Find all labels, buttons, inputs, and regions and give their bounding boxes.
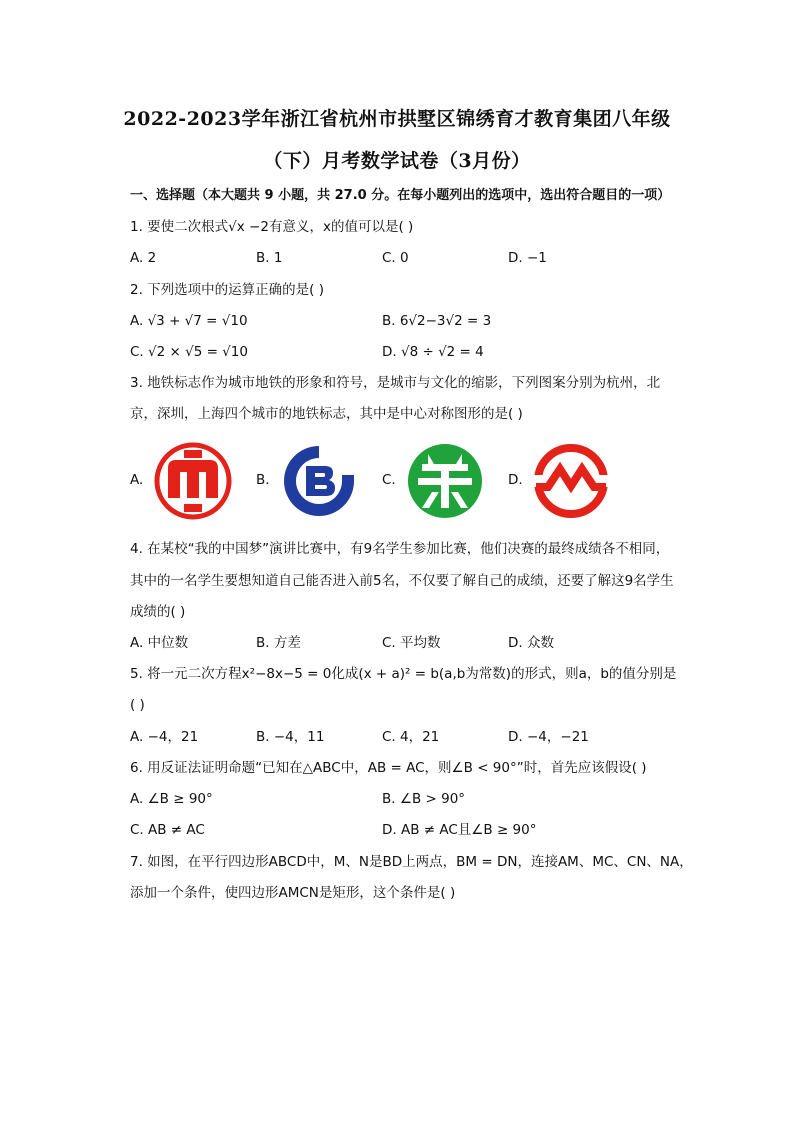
q5-stem-line2: ( ) — [130, 697, 145, 713]
shenzhen-metro-logo — [406, 442, 484, 520]
q4-stem-line3: 成绩的( ) — [130, 604, 186, 620]
q4-stem-line1: 4. 在某校“我的中国梦”演讲比赛中，有9名学生参加比赛，他们决赛的最终成绩各不相同， — [130, 541, 670, 557]
exam-title-line1: 2022-2023学年浙江省杭州市拱墅区锦绣育才教育集团八年级 — [123, 108, 671, 130]
q3-option-a: A. — [130, 472, 144, 488]
exam-title-line2: （下）月考数学试卷（3月份） — [263, 150, 531, 172]
q6-option-d: D. AB ≠ AC且∠B ≥ 90° — [382, 822, 537, 838]
q1-option-b: B. 1 — [256, 250, 283, 266]
beijing-subway-logo — [280, 442, 358, 520]
q3-option-c: C. — [382, 472, 396, 488]
q7-stem-line1: 7. 如图，在平行四边形ABCD中，M、N是BD上两点，BM = DN，连接AM、MC、CN、NA， — [130, 854, 693, 870]
q3-stem-line2: 京，深圳，上海四个城市的地铁标志，其中是中心对称图形的是( ) — [130, 406, 523, 422]
q5-option-c: C. 4，21 — [382, 729, 440, 745]
q2-option-c: C. √2 × √5 = √10 — [130, 344, 248, 360]
section-heading: 一、选择题（本大题共 9 小题，共 27.0 分。在每小题列出的选项中，选出符合题目的一项） — [130, 188, 671, 203]
q1-option-a: A. 2 — [130, 250, 157, 266]
shanghai-metro-logo — [532, 442, 610, 520]
q5-option-b: B. −4，11 — [256, 729, 325, 745]
q3-option-d: D. — [508, 472, 523, 488]
q5-option-a: A. −4，21 — [130, 729, 199, 745]
q2-stem: 2. 下列选项中的运算正确的是( ) — [130, 282, 324, 298]
q3-stem-line1: 3. 地铁标志作为城市地铁的形象和符号，是城市与文化的缩影，下列图案分别为杭州，北 — [130, 375, 661, 391]
q2-option-a: A. √3 + √7 = √10 — [130, 313, 248, 329]
q4-option-a: A. 中位数 — [130, 635, 189, 651]
q4-stem-line2: 其中的一名学生要想知道自己能否进入前5名，不仅要了解自己的成绩，还要了解这9名学生 — [130, 573, 674, 589]
q4-option-b: B. 方差 — [256, 635, 301, 651]
q2-option-d: D. √8 ÷ √2 = 4 — [382, 344, 484, 360]
q5-stem-line1: 5. 将一元二次方程x²−8x−5 = 0化成(x + a)² = b(a,b为常数)的形式，则a，b的值分别是 — [130, 666, 677, 682]
q2-option-b: B. 6√2−3√2 = 3 — [382, 313, 492, 329]
q6-option-a: A. ∠B ≥ 90° — [130, 791, 213, 807]
hangzhou-metro-logo — [154, 442, 232, 520]
q1-stem: 1. 要使二次根式√x −2有意义，x的值可以是( ) — [130, 219, 414, 235]
q1-option-d: D. −1 — [508, 250, 547, 266]
q3-option-b: B. — [256, 472, 270, 488]
q1-option-c: C. 0 — [382, 250, 409, 266]
q7-stem-line2: 添加一个条件，使四边形AMCN是矩形，这个条件是( ) — [130, 885, 456, 901]
q6-option-c: C. AB ≠ AC — [130, 822, 205, 838]
q4-option-c: C. 平均数 — [382, 635, 441, 651]
q4-option-d: D. 众数 — [508, 635, 554, 651]
q6-option-b: B. ∠B > 90° — [382, 791, 466, 807]
q5-option-d: D. −4，−21 — [508, 729, 589, 745]
q6-stem: 6. 用反证法证明命题“已知在△ABC中，AB = AC，则∠B < 90°”时，首先应该假设( ) — [130, 760, 647, 776]
